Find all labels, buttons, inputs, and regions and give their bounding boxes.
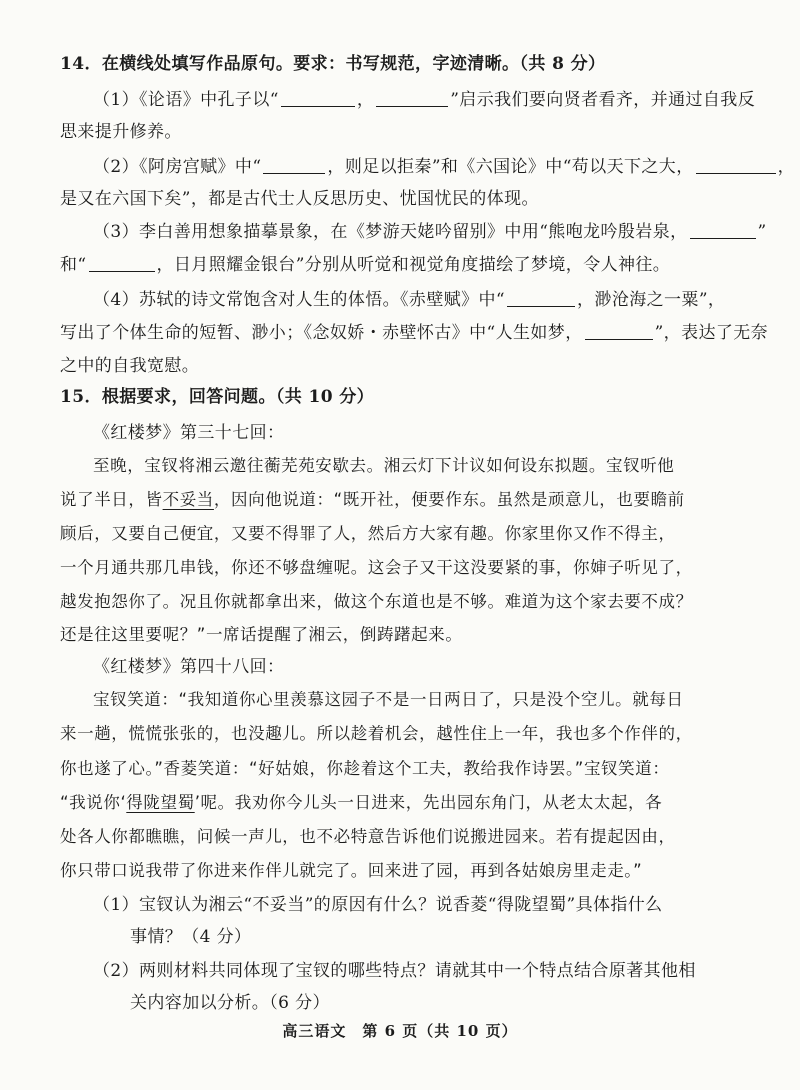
q14-item-3-text-d: ，日月照耀金银台”分别从听觉和视觉角度描绘了梦境，令人神往。	[156, 255, 671, 275]
subquestion-2-line1: （2）两则材料共同体现了宝钗的哪些特点？请就其中一个特点结合原著其他相	[93, 961, 696, 981]
answer-blank[interactable]	[263, 155, 325, 174]
answer-blank[interactable]	[690, 220, 756, 239]
q14-item-4-text-d: ”，表达了无奈	[654, 323, 769, 343]
subquestion-1-line2: 事情？（4 分）	[130, 927, 252, 947]
subquestion-1-line1: （1）宝钗认为湘云“不妥当”的原因有什么？说香菱“得陇望蜀”具体指什么	[93, 895, 663, 915]
source2-line2: 来一趟，慌慌张张的，也没趣儿。所以趁着机会，越性住上一年，我也多个作伴的，	[60, 724, 693, 743]
q14-item-4-line2	[60, 320, 768, 346]
q14-item-4-line1	[93, 287, 725, 313]
page-footer: 高三语文 第 6 页（共 10 页）	[282, 1022, 518, 1040]
source2-line3: 你也遂了心。”香菱笑道：“好姑娘，你趁着这个工夫，教给我作诗罢。”宝钗笑道：	[60, 759, 670, 778]
source1-line2-a: 说了半日，皆	[60, 490, 163, 509]
q14-item-3-line1	[93, 219, 767, 245]
answer-blank[interactable]	[281, 88, 355, 107]
source2-title: 《红楼梦》第四十八回：	[93, 657, 285, 677]
q14-item-3-line2	[60, 252, 670, 278]
answer-blank[interactable]	[89, 253, 155, 272]
q14-item-3-text-c: 和“	[60, 255, 87, 275]
q14-item-4-text-a: （4）苏轼的诗文常饱含对人生的体悟。《赤壁赋》中“	[93, 290, 506, 310]
source1-line6: 还是往这里要呢？”一席话提醒了湘云，倒踌躇起来。	[60, 625, 463, 644]
source1-line3: 顾后，又要自己便宜，又要不得罪了人，然后方大家有趣。你家里你又作不得主，	[60, 524, 676, 543]
source2-line5: 处各人你都瞧瞧，问候一声儿，也不必特意告诉他们说搬进园来。若有提起因由，	[60, 827, 676, 846]
source1-title: 《红楼梦》第三十七回：	[93, 423, 285, 443]
answer-blank[interactable]	[696, 155, 776, 174]
source1-line5: 越发抱怨你了。况且你就都拿出来，做这个东道也是不够。难道为这个家去要不成？	[60, 592, 693, 611]
q14-item-2-line1	[93, 154, 795, 180]
q14-item-2-text-c: ，	[777, 157, 796, 177]
source2-line6: 你只带口说我带了你进来作伴儿就完了。回来进了园，再到各姑娘房里走走。”	[60, 861, 643, 880]
q15-stem: 15．根据要求，回答问题。（共 10 分）	[60, 387, 375, 407]
q14-item-4-text-c: 写出了个体生命的短暂、渺小；《念奴娇・赤壁怀古》中“人生如梦，	[60, 323, 583, 343]
q14-item-2-text-a: （2）《阿房宫赋》中“	[93, 157, 262, 177]
q14-item-2-line2: 是又在六国下矣”，都是古代士人反思历史、忧国忧民的体现。	[60, 189, 539, 209]
q14-item-3-text-a: （3）李白善用想象描摹景象，在《梦游天姥吟留别》中用“熊咆龙吟殷岩泉，	[93, 222, 688, 242]
q14-item-1-text-b: ，	[356, 90, 375, 110]
source2-line1: 宝钗笑道：“我知道你心里羡慕这园子不是一日两日了，只是没个空儿。就每日	[93, 690, 684, 709]
source1-line2	[60, 487, 685, 513]
q14-item-1-text-a: （1）《论语》中孔子以“	[93, 90, 279, 110]
q14-item-4-line3: 之中的自我宽慰。	[60, 356, 200, 376]
q14-item-2-text-b: ，则足以拒秦”和《六国论》中“苟以天下之大，	[327, 157, 694, 177]
q14-stem: 14．在横线处填写作品原句。要求：书写规范，字迹清晰。（共 8 分）	[60, 54, 606, 74]
answer-blank[interactable]	[376, 88, 448, 107]
source2-line4	[60, 790, 662, 816]
q14-item-4-text-b: ，渺沧海之一粟”，	[577, 290, 726, 310]
answer-blank[interactable]	[585, 321, 653, 340]
source1-line2-b: ，因向他说道：“既开社，便要作东。虽然是顽意儿，也要瞻前	[213, 490, 685, 509]
q14-item-1-text-c: ”启示我们要向贤者看齐，并通过自我反	[450, 90, 756, 110]
q14-item-3-text-b: ”	[757, 222, 767, 242]
source1-line4: 一个月通共那几串钱，你还不够盘缠呢。这会子又干这没要紧的事，你婶子听见了，	[60, 558, 693, 577]
source2-line4-b: ’呢。我劝你今儿头一日进来，先出园东角门，从老太太起，各	[194, 793, 663, 812]
q14-item-1-line1	[93, 87, 755, 113]
underlined-phrase: 得陇望蜀	[126, 793, 195, 812]
source2-line4-a: “我说你‘	[60, 793, 127, 812]
answer-blank[interactable]	[507, 288, 575, 307]
underlined-phrase: 不妥当	[162, 490, 214, 509]
source1-line1: 至晚，宝钗将湘云邀往蘅芜苑安歇去。湘云灯下计议如何设东拟题。宝钗听他	[93, 456, 675, 475]
subquestion-2-line2: 关内容加以分析。（6 分）	[130, 993, 330, 1013]
q14-item-1-line2: 思来提升修养。	[60, 122, 182, 142]
